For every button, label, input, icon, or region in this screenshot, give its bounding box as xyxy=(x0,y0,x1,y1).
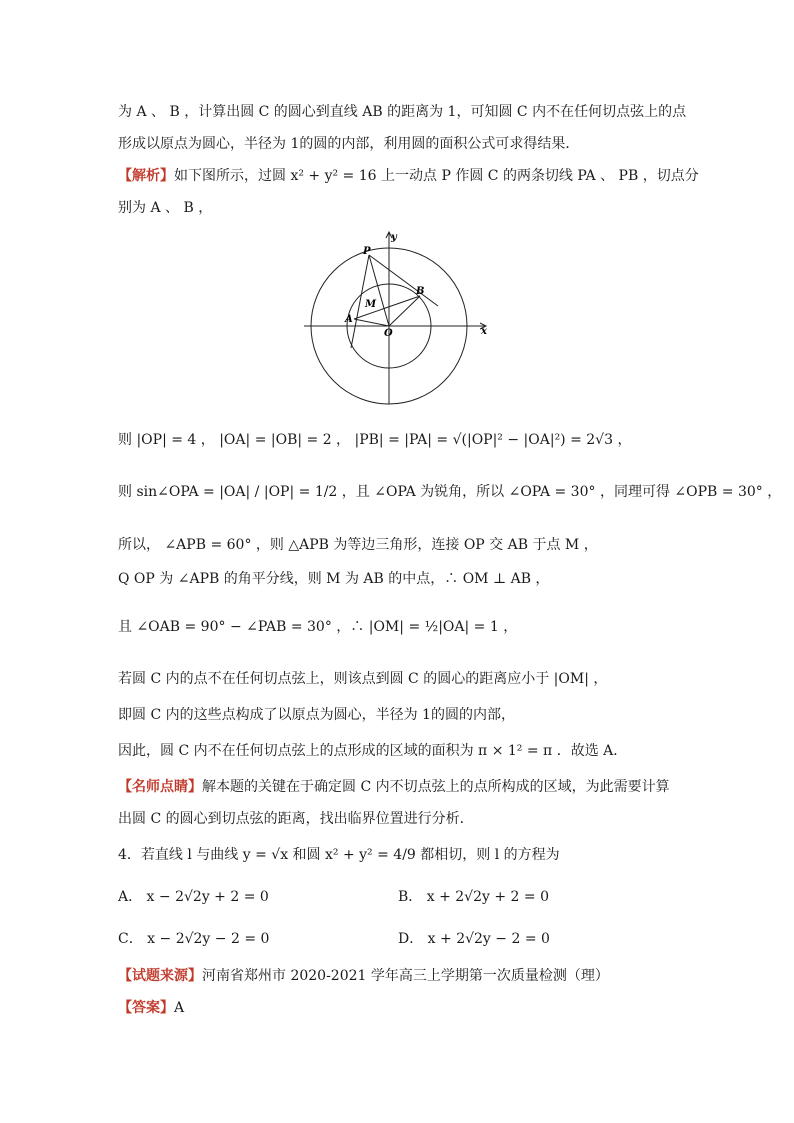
label-b: B xyxy=(416,286,425,297)
segment-ob xyxy=(389,296,420,326)
label-y: y xyxy=(391,232,397,243)
text-line-14: 出圆 C 的圆心到切点弦的距离，找出临界位置进行分析． xyxy=(118,811,474,827)
analysis-text: 如下图所示，过圆 x² + y² = 16 上一动点 P 作圆 C 的两条切线 PA 、 PB ，切点分 xyxy=(174,168,699,184)
answer-text: A xyxy=(174,1000,185,1016)
label-m: M xyxy=(365,299,377,310)
tangent-pb xyxy=(369,255,438,306)
label-a: A xyxy=(345,314,353,325)
answer-tag: 【答案】 xyxy=(118,1000,174,1016)
text-line-7: 所以， ∠APB = 60° ，则 △APB 为等边三角形，连接 OP 交 AB 于点 M ， xyxy=(118,537,598,553)
label-x: x xyxy=(481,326,487,337)
segment-op xyxy=(369,255,389,326)
tip-text: 解本题的关键在于确定圆 C 内不切点弦上的点所构成的区域，为此需要计算 xyxy=(202,779,670,795)
option-b: B． x + 2√2y + 2 = 0 xyxy=(398,889,549,905)
answer-line xyxy=(118,996,184,1020)
circle-diagram xyxy=(300,228,490,408)
source-text: 河南省郑州市 2020-2021 学年高三上学期第一次质量检测（理） xyxy=(202,968,609,984)
chord-ab xyxy=(354,296,420,319)
text-line-11: 即圆 C 内的这些点构成了以原点为圆心，半径为 1的圆的内部， xyxy=(118,707,515,723)
tip-tag: 【名师点睛】 xyxy=(118,779,202,795)
source-tag: 【试题来源】 xyxy=(118,968,202,984)
source-line xyxy=(118,964,609,988)
label-o: O xyxy=(384,328,393,339)
option-a: A． x − 2√2y + 2 = 0 xyxy=(118,889,269,905)
option-c: C． x − 2√2y − 2 = 0 xyxy=(118,931,270,947)
option-d: D． x + 2√2y − 2 = 0 xyxy=(398,931,550,947)
text-line-10: 若圆 C 内的点不在任何切点弦上，则该点到圆 C 的圆心的距离应小于 |OM| ， xyxy=(118,671,608,687)
tip-line xyxy=(118,775,670,799)
text-line-1: 为 A 、 B ，计算出圆 C 的圆心到直线 AB 的距离为 1，可知圆 C 内不在任何切点弦上的点 xyxy=(118,104,687,120)
text-line-5: 则 |OP| = 4 ， |OA| = |OB| = 2 ， |PB| = |PA| = √(|OP|² − |OA|²) = 2√3 ， xyxy=(118,432,632,448)
question-4: 4．若直线 l 与曲线 y = √x 和圆 x² + y² = 4/9 都相切，则 l 的方程为 xyxy=(118,847,560,863)
analysis-tag: 【解析】 xyxy=(118,168,174,184)
text-line-8: Q OP 为 ∠APB 的角平分线，则 M 为 AB 的中点，∴ OM ⊥ AB ， xyxy=(118,571,550,587)
text-line-12: 因此，圆 C 内不在任何切点弦上的点形成的区域的面积为 π × 1² = π ．故选 A． xyxy=(118,743,628,759)
text-line-2: 形成以原点为圆心，半径为 1的圆的内部，利用圆的面积公式可求得结果． xyxy=(118,136,580,152)
text-line-6: 则 sin∠OPA = |OA| / |OP| = 1/2 ，且 ∠OPA 为锐角，所以 ∠OPA = 30° ，同理可得 ∠OPB = 30° ， xyxy=(118,484,782,500)
text-line-4: 别为 A 、 B ， xyxy=(118,200,213,216)
label-p: P xyxy=(363,246,371,257)
segment-oa xyxy=(354,319,389,326)
analysis-line xyxy=(118,164,699,188)
text-line-9: 且 ∠OAB = 90° − ∠PAB = 30° ，∴ |OM| = ½|OA| = 1 ， xyxy=(118,619,518,635)
